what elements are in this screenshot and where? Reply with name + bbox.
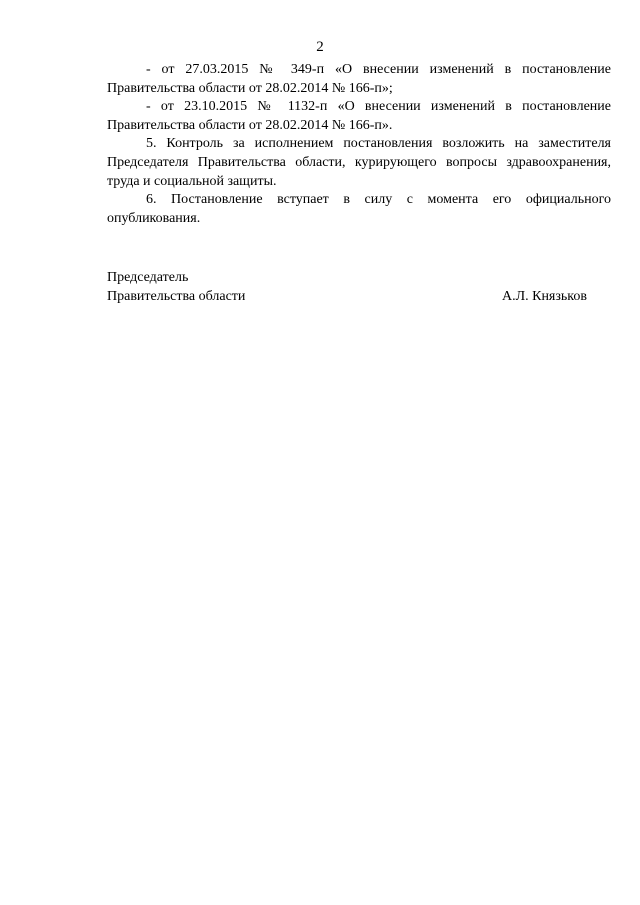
paragraph-amendment-349: - от 27.03.2015 № 349-п «О внесении изменений в постановление Правительства области от 28.02.2014 № 166-п»; bbox=[107, 62, 611, 96]
paragraph-control-clause: 5. Контроль за исполнением постановления возложить на заместителя Председателя Правительства области, курирующего вопросы здравоохранения, труда и социальной защиты. bbox=[107, 136, 611, 189]
page-number: 2 bbox=[316, 39, 324, 55]
signatory-name: А.Л. Князьков bbox=[502, 288, 587, 304]
signature-row-2 bbox=[107, 288, 587, 307]
document-body bbox=[107, 61, 611, 228]
paragraph-effective-date-clause: 6. Постановление вступает в силу с момента его официального опубликования. bbox=[107, 192, 611, 226]
paragraph-amendment-1132: - от 23.10.2015 № 1132-п «О внесении изменений в постановление Правительства области от 28.02.2014 № 166-п». bbox=[107, 99, 611, 133]
signatory-position-line2: Правительства области bbox=[107, 288, 246, 304]
signatory-position-line1: Председатель bbox=[107, 270, 189, 285]
signature-block bbox=[107, 269, 587, 306]
signature-row-1 bbox=[107, 269, 587, 288]
